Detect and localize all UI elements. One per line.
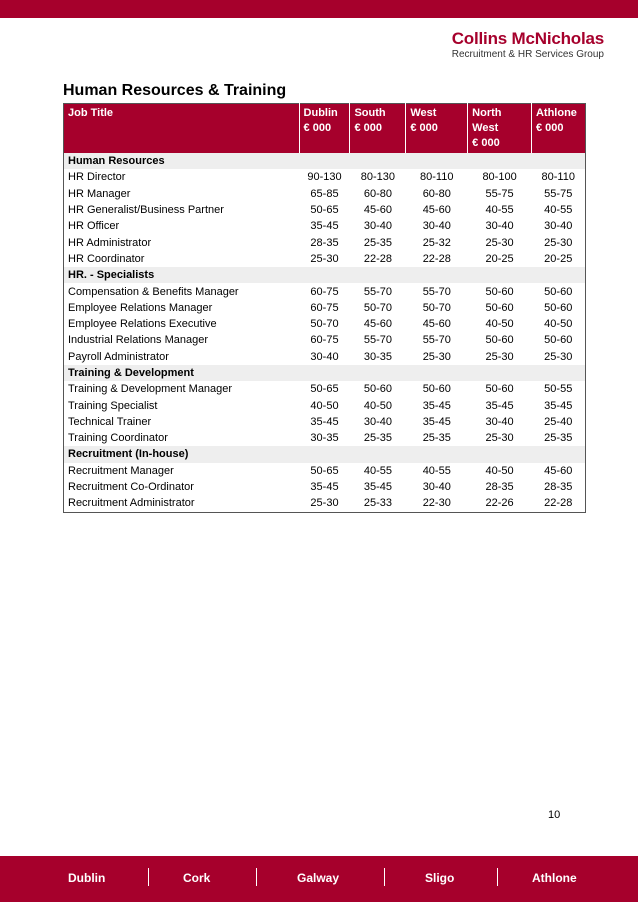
salary-range-cell: 60-80 — [422, 187, 451, 200]
salary-range-cell: 45-60 — [363, 204, 392, 217]
job-title-cell: HR Administrator — [68, 236, 152, 249]
table-row — [64, 414, 586, 430]
salary-range-cell: 22-28 — [422, 252, 451, 265]
salary-range-cell: 50-60 — [363, 383, 392, 396]
salary-range-cell: 25-30 — [544, 350, 573, 363]
salary-range-cell: 90-130 — [307, 171, 342, 184]
footer-location-galway: Galway — [297, 871, 340, 885]
salary-range-cell: 35-45 — [422, 415, 451, 428]
salary-range-cell: 22-28 — [363, 252, 392, 265]
job-title-cell: Industrial Relations Manager — [68, 334, 209, 347]
job-title-cell: Payroll Administrator — [68, 350, 169, 363]
salary-range-cell: 25-30 — [485, 236, 514, 249]
salary-range-cell: 22-30 — [422, 497, 451, 510]
table-row — [64, 186, 586, 202]
salary-range-cell: 30-40 — [485, 220, 514, 233]
table-row — [64, 218, 586, 234]
salary-range-cell: 50-70 — [363, 301, 392, 314]
salary-range-cell: 50-65 — [310, 464, 339, 477]
salary-range-cell: 55-70 — [363, 334, 392, 347]
header-row — [64, 104, 586, 154]
salary-range-cell: 20-25 — [544, 252, 573, 265]
salary-range-cell: 50-70 — [422, 301, 451, 314]
job-title-cell: Recruitment Co-Ordinator — [68, 481, 194, 494]
salary-range-cell: 30-40 — [485, 415, 514, 428]
salary-range-cell: 40-55 — [422, 464, 451, 477]
salary-range-cell: 35-45 — [363, 481, 392, 494]
section-label: Human Resources — [64, 153, 586, 169]
salary-range-cell: 55-70 — [363, 285, 392, 298]
column-header-line: West — [472, 122, 499, 134]
salary-range-cell: 28-35 — [310, 236, 339, 249]
table-row — [64, 463, 586, 479]
salary-range-cell: 30-35 — [310, 432, 339, 445]
salary-range-cell: 30-40 — [422, 220, 451, 233]
salary-range-cell: 55-75 — [544, 187, 573, 200]
job-title-cell: HR Director — [68, 171, 126, 184]
salary-range-cell: 80-130 — [360, 171, 396, 184]
salary-range-cell: 22-26 — [485, 497, 514, 510]
salary-range-cell: 35-45 — [422, 399, 451, 412]
column-header-line: € 000 — [354, 122, 382, 134]
logo-subtitle: Recruitment & HR Services Group — [451, 49, 604, 60]
salary-range-cell: 45-60 — [422, 204, 451, 217]
job-title-cell: Training & Development Manager — [68, 383, 233, 396]
salary-range-cell: 25-35 — [363, 432, 392, 445]
salary-range-cell: 30-40 — [363, 220, 392, 233]
salary-range-cell: 40-55 — [544, 204, 573, 217]
salary-range-cell: 55-70 — [422, 285, 451, 298]
footer-divider — [384, 868, 385, 886]
footer-divider — [148, 868, 149, 886]
section-label: Recruitment (In-house) — [64, 446, 586, 462]
footer-location-sligo: Sligo — [425, 871, 455, 885]
salary-range-cell: 50-65 — [310, 383, 339, 396]
table-row — [64, 430, 586, 446]
column-header-line: € 000 — [410, 122, 438, 134]
salary-range-cell: 35-45 — [310, 481, 339, 494]
salary-range-cell: 60-75 — [310, 285, 339, 298]
job-title-cell: Employee Relations Executive — [68, 318, 217, 331]
logo-name: Collins McNicholas — [451, 29, 604, 48]
column-header-line: West — [410, 107, 437, 119]
page-number: 10 — [548, 809, 561, 821]
job-title-cell: HR Manager — [68, 187, 131, 200]
column-header-region — [406, 104, 468, 154]
salary-range-cell: 30-40 — [422, 481, 451, 494]
salary-range-cell: 55-70 — [422, 334, 451, 347]
job-title-cell: Recruitment Administrator — [68, 497, 195, 510]
salary-range-cell: 45-60 — [422, 318, 451, 331]
table-row — [64, 397, 586, 413]
salary-range-cell: 50-60 — [485, 301, 514, 314]
job-title-cell: Employee Relations Manager — [68, 301, 213, 314]
salary-range-cell: 50-60 — [485, 334, 514, 347]
salary-range-cell: 40-50 — [485, 464, 514, 477]
section-row — [64, 365, 586, 381]
column-header-line: € 000 — [535, 122, 564, 134]
salary-range-cell: 40-50 — [363, 399, 392, 412]
salary-range-cell: 35-45 — [310, 415, 339, 428]
salary-range-cell: 60-80 — [363, 187, 392, 200]
salary-range-cell: 50-60 — [544, 334, 573, 347]
salary-range-cell: 25-30 — [544, 236, 573, 249]
section-label: Training & Development — [64, 365, 586, 381]
salary-range-cell: 55-75 — [485, 187, 514, 200]
job-title-cell: Training Specialist — [68, 399, 158, 412]
table-row — [64, 332, 586, 348]
top-brand-bar — [0, 0, 638, 18]
salary-range-cell: 50-60 — [485, 285, 514, 298]
column-header-region — [299, 104, 350, 154]
salary-range-cell: 35-45 — [310, 220, 339, 233]
job-title-cell: HR Officer — [68, 220, 120, 233]
job-title-cell: HR Generalist/Business Partner — [68, 204, 224, 217]
column-header-region — [468, 104, 532, 154]
footer-location-athlone: Athlone — [532, 871, 577, 885]
salary-range-cell: 50-70 — [310, 318, 339, 331]
salary-range-cell: 22-28 — [544, 497, 573, 510]
section-row — [64, 446, 586, 462]
salary-range-cell: 25-30 — [485, 350, 514, 363]
salary-range-cell: 25-30 — [310, 497, 339, 510]
salary-range-cell: 30-40 — [544, 220, 573, 233]
table-row — [64, 251, 586, 267]
salary-table-body — [64, 153, 586, 512]
column-header-line: North — [472, 107, 502, 119]
table-row — [64, 316, 586, 332]
page-title: Human Resources & Training — [63, 82, 287, 99]
salary-range-cell: 45-60 — [544, 464, 573, 477]
table-row — [64, 169, 586, 185]
table-row — [64, 300, 586, 316]
job-title-cell: Training Coordinator — [68, 432, 168, 445]
footer-divider — [256, 868, 257, 886]
salary-range-cell: 60-75 — [310, 334, 339, 347]
salary-range-cell: 30-40 — [310, 350, 339, 363]
salary-range-cell: 80-110 — [541, 171, 575, 184]
salary-range-cell: 40-50 — [310, 399, 339, 412]
footer-bar — [0, 856, 638, 902]
salary-range-cell: 80-110 — [420, 171, 454, 184]
salary-range-cell: 35-45 — [485, 399, 514, 412]
footer-location-dublin: Dublin — [68, 871, 106, 885]
table-row — [64, 349, 586, 365]
job-title-cell: HR Coordinator — [68, 252, 145, 265]
salary-range-cell: 25-30 — [310, 252, 339, 265]
table-row — [64, 381, 586, 397]
salary-range-cell: 25-35 — [422, 432, 451, 445]
salary-range-cell: 45-60 — [363, 318, 392, 331]
salary-range-cell: 40-55 — [485, 204, 514, 217]
salary-range-cell: 50-60 — [544, 285, 573, 298]
column-header-line: € 000 — [303, 122, 332, 134]
salary-range-cell: 50-55 — [544, 383, 573, 396]
salary-range-cell: 28-35 — [544, 481, 573, 494]
salary-range-cell: 40-55 — [363, 464, 392, 477]
column-header-region — [531, 104, 585, 154]
table-row — [64, 495, 586, 512]
salary-range-cell: 25-40 — [544, 415, 573, 428]
salary-range-cell: 30-35 — [363, 350, 392, 363]
footer-location-cork: Cork — [183, 871, 211, 885]
salary-range-cell: 40-50 — [485, 318, 514, 331]
salary-range-cell: 50-60 — [544, 301, 573, 314]
job-title-cell: Technical Trainer — [68, 415, 152, 428]
table-row — [64, 479, 586, 495]
salary-range-cell: 65-85 — [310, 187, 339, 200]
job-title-cell: Recruitment Manager — [68, 464, 174, 477]
salary-range-cell: 25-30 — [422, 350, 451, 363]
table-row — [64, 202, 586, 218]
column-header-line: € 000 — [472, 137, 500, 149]
column-header-job-title — [64, 104, 300, 154]
salary-range-cell: 50-65 — [310, 204, 339, 217]
salary-range-cell: 25-30 — [485, 432, 514, 445]
salary-range-cell: 80-100 — [482, 171, 517, 184]
salary-range-cell: 25-32 — [422, 236, 451, 249]
table-row — [64, 234, 586, 250]
column-header-line: Job Title — [68, 107, 114, 119]
job-title-cell: Compensation & Benefits Manager — [68, 285, 239, 298]
section-label: HR. - Specialists — [64, 267, 586, 283]
column-header-line: Athlone — [535, 107, 577, 119]
salary-range-cell: 50-60 — [422, 383, 451, 396]
section-row — [64, 267, 586, 283]
footer-divider — [497, 868, 498, 886]
salary-range-cell: 25-35 — [363, 236, 392, 249]
section-row — [64, 153, 586, 169]
salary-range-cell: 20-25 — [485, 252, 514, 265]
salary-range-cell: 35-45 — [544, 399, 573, 412]
column-header-line: South — [354, 107, 386, 119]
salary-table-header — [64, 104, 586, 154]
column-header-region — [350, 104, 406, 154]
company-logo — [452, 30, 604, 61]
salary-range-cell: 30-40 — [363, 415, 392, 428]
table-row — [64, 283, 586, 299]
salary-range-cell: 50-60 — [485, 383, 514, 396]
salary-range-cell: 40-50 — [544, 318, 573, 331]
salary-range-cell: 25-35 — [544, 432, 573, 445]
salary-range-cell: 60-75 — [310, 301, 339, 314]
salary-range-cell: 28-35 — [485, 481, 514, 494]
column-header-line: Dublin — [303, 107, 338, 119]
salary-table — [63, 103, 586, 513]
salary-range-cell: 25-33 — [363, 497, 392, 510]
